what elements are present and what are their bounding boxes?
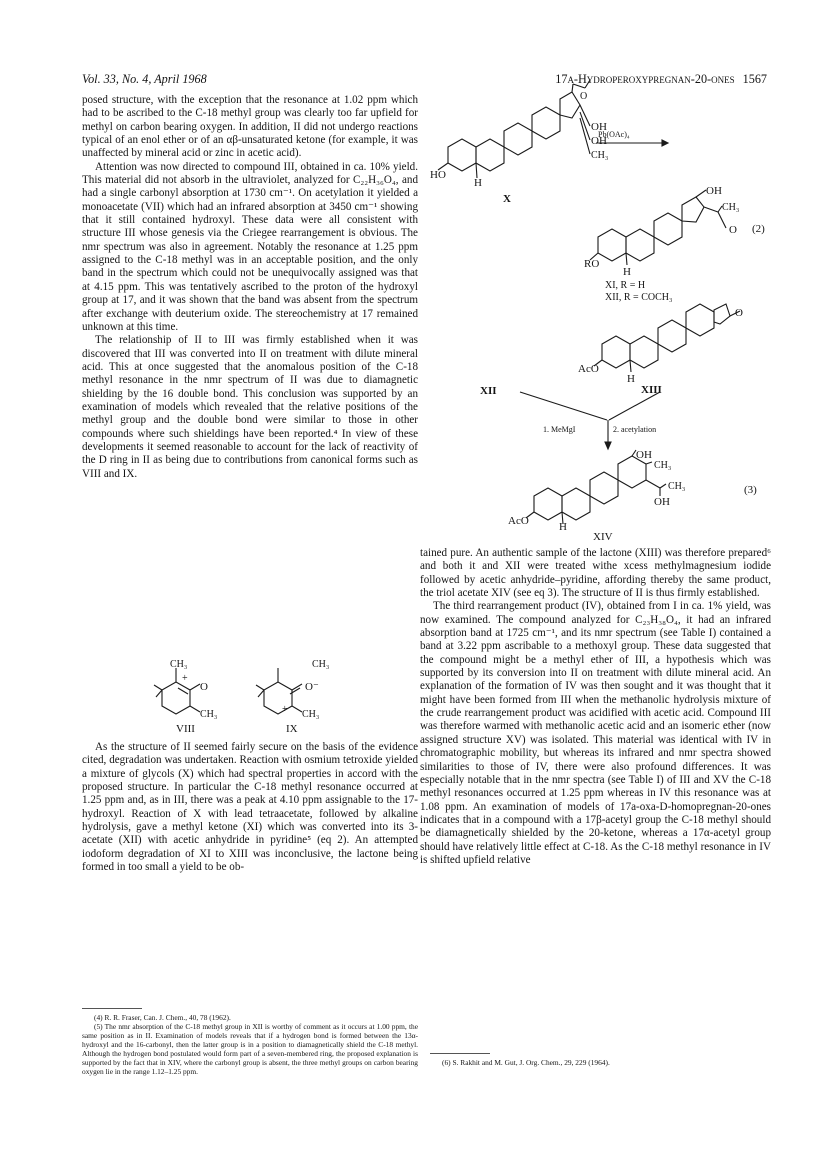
XI-ch3: CH₃	[722, 202, 740, 213]
structure-XI-XII	[590, 190, 726, 265]
paragraph: tained pure. An authentic sample of the lactone (XIII) was therefore prepared⁶ and both it and XII were treated withe xcess methylmagnesium iodide followed by acetic anhydride–pyridine, affording thereby the same product, the triol acetate XIV (see eq 3). The structure of II is thus firmly established.	[420, 547, 771, 600]
condition-2: 2. acetylation	[613, 425, 657, 434]
structure-IX	[256, 668, 302, 714]
arrow-head	[605, 442, 611, 449]
paragraph: Attention was now directed to compound III, obtained in ca. 10% yield. This material did not absorb in the ultraviolet, analyzed for C₂₂H₃₆O₄, and had a single carbonyl absorption at 1730 cm⁻¹. On acetylation it yielded a monoacetate (VII) which had an infrared absorption at 3450 cm⁻¹ showing that it still contained hydroxyl. These data were all consistent with structure III whose genesis via the Criegee rearrangement is obvious. The nmr spectrum was also in agreement. Notably the resonance at 1.25 ppm assigned to the C-18 methyl was in an acceptable position, and the only band in the spectrum which could not be unequivocally assigned was that at 4.15 ppm. This was tentatively ascribed to the proton of the hydroxyl group at 17, and it was shown that the band was absent from the spectrum after exchange with deuterium oxide. The stereochemistry at 17 remained unknown at this time.	[82, 160, 418, 333]
journal-header: Vol. 33, No. 4, April 1968	[82, 72, 207, 86]
XI-oh: OH	[706, 185, 722, 197]
structure-XIII	[594, 304, 740, 372]
XIV-label: XIV	[593, 531, 613, 543]
paragraph: The relationship of II to III was firmly established when it was discovered that III was converted into II on treatment with dilute mineral acid. This at once suggested that the anomalous position of the C-18 methyl resonance in the nmr spectrum of II was due to diamagnetic shielding by the 16 double bond. This conclusion was supported by an examination of models which revealed that the relative positions of the methyl group and the double bond were similar to those in other compounds where such shieldings have been reported.⁴ In view of these developments it seemed reasonable to account for the lack of reactivity of the D ring in II as being due to contributions from canonical forms such as VIII and IX.	[82, 334, 418, 480]
X-h: H	[474, 177, 482, 189]
XIV-oh1: OH	[636, 449, 652, 461]
X-ho: HO	[430, 169, 446, 181]
footnote: (6) S. Rakhit and M. Gut, J. Org. Chem., 29, 229 (1964).	[442, 1058, 610, 1067]
VIII-o: O	[200, 681, 208, 693]
arrow-head	[662, 140, 668, 146]
XIV-aco: AcO	[508, 515, 529, 527]
VIII-plus: +	[182, 673, 188, 684]
footnote: (4) R. R. Fraser, Can. J. Chem., 40, 78 (1962).	[94, 1013, 231, 1022]
XIII-aco: AcO	[578, 363, 599, 375]
VIII-label: VIII	[176, 723, 195, 735]
arrow-from-XII	[520, 392, 607, 420]
structure-X	[438, 80, 590, 178]
X-label: X	[503, 193, 511, 205]
IX-ch3b: CH₃	[302, 709, 320, 720]
condition-1: 1. MeMgI	[543, 425, 576, 434]
structure-XIV	[526, 450, 666, 524]
XII-label: XII	[480, 385, 497, 397]
XIV-h: H	[559, 521, 567, 533]
XI-ro: RO	[584, 258, 600, 270]
XIII-o: O	[735, 307, 743, 319]
page-number: 1567	[742, 72, 767, 86]
XIV-ch3a: CH₃	[654, 460, 672, 471]
VIII-ch3a: CH₃	[170, 659, 188, 670]
arrow-from-XIII	[609, 392, 660, 420]
reagent-label: Pb(OAc)₄	[598, 130, 630, 139]
paragraph: As the structure of II seemed fairly secure on the basis of the evidence cited, degradation was undertaken. Reaction with osmium tetroxide yielded a mixture of glycols (X) which had spectral properties in accord with the proposed structure. In particular the C-18 methyl resonance occurred at 1.25 ppm and, as in III, there was a peak at 4.10 ppm assignable to the 17-hydroxyl. Reaction of X with lead tetraacetate, followed by alkaline hydrolysis, gave a methyl ketone (XI) which was converted into its 3-acetate (XII) with acetic anhydride in pyridine⁵ (eq 2). An attempted iodoform degradation of XI to XIII was inconclusive, the lactone being formed in too small a yield to be ob-	[82, 741, 418, 874]
IX-plus: +	[282, 704, 288, 715]
paragraph: posed structure, with the exception that the resonance at 1.02 ppm which had to be ascribed to the C-18 methyl group was clearly too far upfield for methyl on carbon bearing oxygen. In addition, II did not undergo reactions typical of an enol ether or of an αβ-unsaturated ketone (for example, it was unaffected by mineral acid or zinc in acetic acid).	[82, 94, 418, 160]
IX-label: IX	[286, 723, 298, 735]
XI-caption: XI, R = H	[605, 280, 646, 291]
IX-o: O⁻	[305, 681, 319, 693]
paragraph: The third rearrangement product (IV), obtained from I in ca. 1% yield, was now examined. The compound analyzed for C₂₃H₃₈O₄, it had an infrared absorption band at 1725 cm⁻¹, and its nmr spectrum (see Table I) contained a band at 3.22 ppm ascribable to a methoxyl group. These data suggested that the compound might be a methyl ether of III, a hypothesis which was supported by its conversion into II on treatment with dilute mineral acid. An explanation of the formation of IV was then sought and it was thought that it might have been formed from III when the methanolic hydrolysis mixture of the crude rearrangement product was acidified with acetic acid. Compound III was therefore warmed with methanolic acetic acid and an isomeric ether (now assigned structure XV) was isolated. This material was identical with IV in chromatographic mobility, but whereas its infrared and nmr spectra showed similarities to those of IV, there were also profound differences. It was especially notable that in the nmr spectra (see Table I) of III and XV the C-18 methyl resonances occurred at 1.25 ppm whereas in IV this resonance was at 1.08 ppm. An examination of models of 17a-oxa-D-homopregnan-20-ones indicates that in a compound with a 17β-acetyl group the C-18 methyl should be diamagnetically shielded by the 20-ketone, whereas a 17α-acetyl group should have relatively little effect at C-18. As the C-18 methyl resonance in IV is shifted upfield relative	[420, 600, 771, 866]
IX-ch3a: CH₃	[312, 659, 330, 670]
equation-3-number: (3)	[744, 484, 757, 496]
XIV-oh2: OH	[654, 496, 670, 508]
equation-2-number: (2)	[752, 223, 765, 235]
XIII-h: H	[627, 373, 635, 385]
XIV-ch3b: CH₃	[668, 481, 686, 492]
X-ch3: CH₃	[591, 150, 609, 161]
VIII-ch3b: CH₃	[200, 709, 218, 720]
X-oh2: OH	[591, 135, 607, 147]
structure-VIII	[154, 668, 200, 714]
XI-h: H	[623, 266, 631, 278]
X-oh1: OH	[591, 121, 607, 133]
XII-caption: XII, R = COCH₃	[605, 292, 673, 303]
XIII-label: XIII	[641, 384, 662, 396]
running-title: 17α-Hydroperoxypregnan-20-ones	[555, 72, 735, 86]
footnote: (5) The nmr absorption of the C-18 methyl group in XII is worthy of comment as it occurs at 1.00 ppm, the same position as in II. Examination of models reveals that if a hydrogen bond is formed between the 13α-hydroxyl and the 16-carbonyl, then the latter group is in a position to diamagnetically shield the C-18 methyl. Although the hydrogen bond postulated would form part of a seven-membered ring, the proposed explanation is supported by the fact that in XIV, where the carbonyl group is absent, the three methyl groups on carbon bearing oxygen lie in the range 1.12–1.25 ppm.	[82, 1022, 418, 1076]
XI-o: O	[729, 224, 737, 236]
X-ring-o: O	[580, 91, 588, 102]
